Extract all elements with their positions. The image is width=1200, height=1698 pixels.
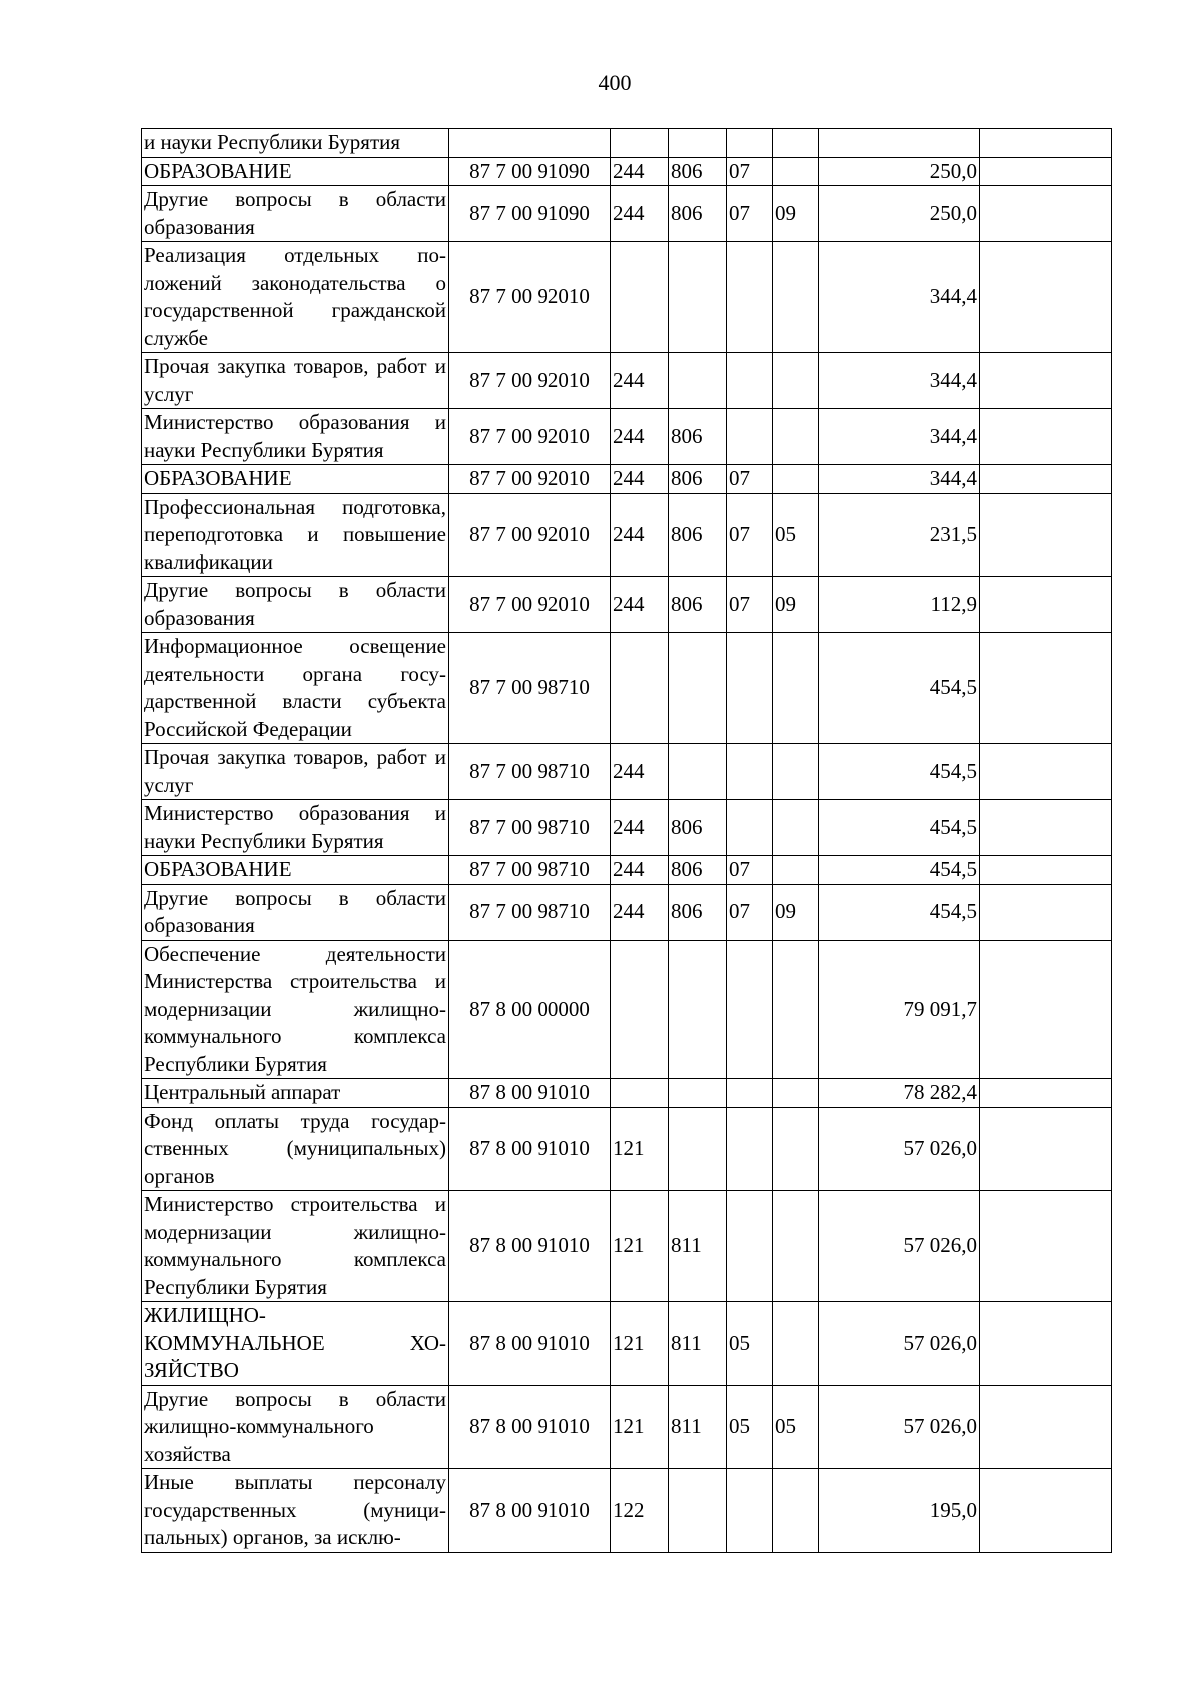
table-row bbox=[142, 856, 1112, 885]
row-empty-cell bbox=[980, 242, 1112, 353]
row-amount: 454,5 bbox=[819, 884, 980, 940]
row-ministry-code bbox=[669, 129, 727, 158]
row-name: ЖИЛИЩНО-КОММУНАЛЬНОЕ ХОЗЯЙСТВО bbox=[142, 1302, 449, 1386]
row-target-article: 87 7 00 91090 bbox=[449, 157, 611, 186]
row-target-article: 87 7 00 98710 bbox=[449, 800, 611, 856]
table-row bbox=[142, 1079, 1112, 1108]
row-expense-type: 244 bbox=[611, 186, 669, 242]
row-ministry-code: 806 bbox=[669, 856, 727, 885]
row-expense-type: 121 bbox=[611, 1385, 669, 1469]
row-empty-cell bbox=[980, 744, 1112, 800]
row-expense-type: 244 bbox=[611, 577, 669, 633]
row-subsection bbox=[773, 856, 819, 885]
row-ministry-code bbox=[669, 353, 727, 409]
row-name: Другие вопросы в области жилищно-коммунального хозяйства bbox=[142, 1385, 449, 1469]
row-empty-cell bbox=[980, 353, 1112, 409]
row-amount: 79 091,7 bbox=[819, 940, 980, 1079]
row-amount: 78 282,4 bbox=[819, 1079, 980, 1108]
row-amount: 344,4 bbox=[819, 242, 980, 353]
table-row bbox=[142, 493, 1112, 577]
table-row bbox=[142, 353, 1112, 409]
row-ministry-code: 806 bbox=[669, 409, 727, 465]
row-subsection bbox=[773, 242, 819, 353]
row-ministry-code: 811 bbox=[669, 1385, 727, 1469]
row-ministry-code: 806 bbox=[669, 186, 727, 242]
row-subsection bbox=[773, 129, 819, 158]
row-target-article: 87 7 00 98710 bbox=[449, 633, 611, 744]
row-section: 07 bbox=[727, 157, 773, 186]
row-expense-type: 121 bbox=[611, 1302, 669, 1386]
row-amount bbox=[819, 129, 980, 158]
table-row bbox=[142, 1385, 1112, 1469]
row-expense-type bbox=[611, 633, 669, 744]
row-expense-type: 244 bbox=[611, 744, 669, 800]
row-ministry-code bbox=[669, 242, 727, 353]
row-name: Другие вопросы в области образования bbox=[142, 186, 449, 242]
budget-table bbox=[141, 128, 1112, 1553]
row-empty-cell bbox=[980, 633, 1112, 744]
row-name: Министерство образования и науки Республики Бурятия bbox=[142, 409, 449, 465]
row-amount: 344,4 bbox=[819, 465, 980, 494]
row-empty-cell bbox=[980, 129, 1112, 158]
row-expense-type bbox=[611, 940, 669, 1079]
row-ministry-code: 811 bbox=[669, 1302, 727, 1386]
table-row bbox=[142, 157, 1112, 186]
row-target-article: 87 7 00 91090 bbox=[449, 186, 611, 242]
row-expense-type: 244 bbox=[611, 800, 669, 856]
row-section bbox=[727, 1469, 773, 1553]
row-subsection: 09 bbox=[773, 884, 819, 940]
row-empty-cell bbox=[980, 856, 1112, 885]
row-empty-cell bbox=[980, 940, 1112, 1079]
table-row bbox=[142, 940, 1112, 1079]
row-subsection bbox=[773, 800, 819, 856]
row-expense-type: 244 bbox=[611, 353, 669, 409]
row-section: 07 bbox=[727, 465, 773, 494]
row-ministry-code: 806 bbox=[669, 884, 727, 940]
row-expense-type: 122 bbox=[611, 1469, 669, 1553]
row-name: ОБРАЗОВАНИЕ bbox=[142, 157, 449, 186]
row-empty-cell bbox=[980, 186, 1112, 242]
row-expense-type bbox=[611, 129, 669, 158]
row-subsection bbox=[773, 409, 819, 465]
row-target-article bbox=[449, 129, 611, 158]
row-target-article: 87 7 00 98710 bbox=[449, 856, 611, 885]
row-name: Профессиональная подготовка, переподготовка и повышение квалификации bbox=[142, 493, 449, 577]
row-amount: 57 026,0 bbox=[819, 1302, 980, 1386]
row-empty-cell bbox=[980, 800, 1112, 856]
table-row bbox=[142, 1191, 1112, 1302]
row-ministry-code: 806 bbox=[669, 493, 727, 577]
table-row bbox=[142, 633, 1112, 744]
row-name: Прочая закупка товаров, работ и услуг bbox=[142, 353, 449, 409]
row-name: и науки Республики Бурятия bbox=[142, 129, 449, 158]
table-row bbox=[142, 1469, 1112, 1553]
row-target-article: 87 8 00 91010 bbox=[449, 1079, 611, 1108]
table-row bbox=[142, 242, 1112, 353]
row-amount: 250,0 bbox=[819, 157, 980, 186]
row-name: ОБРАЗОВАНИЕ bbox=[142, 465, 449, 494]
row-target-article: 87 7 00 92010 bbox=[449, 493, 611, 577]
row-ministry-code: 806 bbox=[669, 577, 727, 633]
row-empty-cell bbox=[980, 493, 1112, 577]
row-ministry-code bbox=[669, 633, 727, 744]
table-row bbox=[142, 744, 1112, 800]
row-amount: 454,5 bbox=[819, 633, 980, 744]
row-amount: 57 026,0 bbox=[819, 1385, 980, 1469]
row-section bbox=[727, 353, 773, 409]
row-amount: 454,5 bbox=[819, 856, 980, 885]
table-row bbox=[142, 129, 1112, 158]
row-amount: 454,5 bbox=[819, 744, 980, 800]
row-subsection bbox=[773, 353, 819, 409]
row-name: Информационное освещение деятельности органа государственной власти субъекта Российской Федерации bbox=[142, 633, 449, 744]
row-target-article: 87 7 00 92010 bbox=[449, 577, 611, 633]
row-section bbox=[727, 1079, 773, 1108]
row-target-article: 87 8 00 91010 bbox=[449, 1302, 611, 1386]
row-section: 05 bbox=[727, 1385, 773, 1469]
row-subsection bbox=[773, 1079, 819, 1108]
row-subsection bbox=[773, 1469, 819, 1553]
row-section: 07 bbox=[727, 856, 773, 885]
row-target-article: 87 8 00 91010 bbox=[449, 1107, 611, 1191]
row-ministry-code: 806 bbox=[669, 800, 727, 856]
row-section bbox=[727, 409, 773, 465]
row-ministry-code: 811 bbox=[669, 1191, 727, 1302]
row-subsection bbox=[773, 1107, 819, 1191]
row-name: Другие вопросы в области образования bbox=[142, 577, 449, 633]
row-empty-cell bbox=[980, 409, 1112, 465]
row-subsection: 09 bbox=[773, 186, 819, 242]
row-name: Фонд оплаты труда государственных (муниципальных) органов bbox=[142, 1107, 449, 1191]
row-name: Иные выплаты персоналу государственных (муниципальных) органов, за исклю- bbox=[142, 1469, 449, 1553]
row-subsection bbox=[773, 940, 819, 1079]
row-name: ОБРАЗОВАНИЕ bbox=[142, 856, 449, 885]
row-target-article: 87 8 00 00000 bbox=[449, 940, 611, 1079]
row-expense-type bbox=[611, 242, 669, 353]
row-subsection bbox=[773, 1302, 819, 1386]
row-subsection bbox=[773, 633, 819, 744]
table-row bbox=[142, 884, 1112, 940]
row-empty-cell bbox=[980, 1302, 1112, 1386]
row-section bbox=[727, 800, 773, 856]
row-expense-type: 121 bbox=[611, 1107, 669, 1191]
table-row bbox=[142, 409, 1112, 465]
row-expense-type: 121 bbox=[611, 1191, 669, 1302]
row-ministry-code: 806 bbox=[669, 157, 727, 186]
row-target-article: 87 7 00 92010 bbox=[449, 242, 611, 353]
table-row bbox=[142, 800, 1112, 856]
row-amount: 57 026,0 bbox=[819, 1191, 980, 1302]
row-target-article: 87 8 00 91010 bbox=[449, 1469, 611, 1553]
row-amount: 57 026,0 bbox=[819, 1107, 980, 1191]
row-target-article: 87 7 00 98710 bbox=[449, 884, 611, 940]
row-section: 07 bbox=[727, 493, 773, 577]
row-empty-cell bbox=[980, 1079, 1112, 1108]
row-name: Обеспечение деятельности Министерства строительства и модернизации жилищно-коммунального комплекса Республики Бурятия bbox=[142, 940, 449, 1079]
row-subsection bbox=[773, 157, 819, 186]
row-section bbox=[727, 1191, 773, 1302]
table-row bbox=[142, 465, 1112, 494]
row-section: 07 bbox=[727, 577, 773, 633]
row-name: Центральный аппарат bbox=[142, 1079, 449, 1108]
row-empty-cell bbox=[980, 1191, 1112, 1302]
row-ministry-code bbox=[669, 940, 727, 1079]
row-subsection bbox=[773, 744, 819, 800]
row-section bbox=[727, 1107, 773, 1191]
table-row bbox=[142, 1107, 1112, 1191]
row-amount: 195,0 bbox=[819, 1469, 980, 1553]
row-target-article: 87 7 00 92010 bbox=[449, 409, 611, 465]
row-expense-type: 244 bbox=[611, 856, 669, 885]
row-target-article: 87 7 00 92010 bbox=[449, 353, 611, 409]
row-section bbox=[727, 940, 773, 1079]
row-expense-type: 244 bbox=[611, 157, 669, 186]
row-ministry-code bbox=[669, 1107, 727, 1191]
row-section: 05 bbox=[727, 1302, 773, 1386]
row-section bbox=[727, 242, 773, 353]
row-target-article: 87 8 00 91010 bbox=[449, 1191, 611, 1302]
row-name: Министерство образования и науки Республики Бурятия bbox=[142, 800, 449, 856]
row-subsection: 05 bbox=[773, 493, 819, 577]
table-body bbox=[142, 129, 1112, 1553]
row-expense-type: 244 bbox=[611, 465, 669, 494]
table-row bbox=[142, 577, 1112, 633]
row-empty-cell bbox=[980, 1107, 1112, 1191]
row-amount: 250,0 bbox=[819, 186, 980, 242]
row-expense-type bbox=[611, 1079, 669, 1108]
row-section bbox=[727, 633, 773, 744]
row-ministry-code bbox=[669, 1469, 727, 1553]
row-empty-cell bbox=[980, 1469, 1112, 1553]
row-section bbox=[727, 129, 773, 158]
table-row bbox=[142, 1302, 1112, 1386]
row-target-article: 87 8 00 91010 bbox=[449, 1385, 611, 1469]
row-empty-cell bbox=[980, 577, 1112, 633]
page-number: 400 bbox=[598, 70, 632, 95]
row-expense-type: 244 bbox=[611, 884, 669, 940]
row-name: Прочая закупка товаров, работ и услуг bbox=[142, 744, 449, 800]
row-amount: 344,4 bbox=[819, 409, 980, 465]
row-subsection: 05 bbox=[773, 1385, 819, 1469]
row-target-article: 87 7 00 92010 bbox=[449, 465, 611, 494]
row-empty-cell bbox=[980, 157, 1112, 186]
table-row bbox=[142, 186, 1112, 242]
row-target-article: 87 7 00 98710 bbox=[449, 744, 611, 800]
row-expense-type: 244 bbox=[611, 409, 669, 465]
row-empty-cell bbox=[980, 465, 1112, 494]
row-section bbox=[727, 744, 773, 800]
row-expense-type: 244 bbox=[611, 493, 669, 577]
row-section: 07 bbox=[727, 186, 773, 242]
row-amount: 344,4 bbox=[819, 353, 980, 409]
row-empty-cell bbox=[980, 884, 1112, 940]
row-amount: 454,5 bbox=[819, 800, 980, 856]
row-subsection: 09 bbox=[773, 577, 819, 633]
row-subsection bbox=[773, 1191, 819, 1302]
row-empty-cell bbox=[980, 1385, 1112, 1469]
row-subsection bbox=[773, 465, 819, 494]
row-name: Реализация отдельных положений законодательства о государственной гражданской службе bbox=[142, 242, 449, 353]
row-amount: 231,5 bbox=[819, 493, 980, 577]
row-ministry-code: 806 bbox=[669, 465, 727, 494]
row-name: Другие вопросы в области образования bbox=[142, 884, 449, 940]
row-ministry-code bbox=[669, 744, 727, 800]
row-name: Министерство строительства и модернизации жилищно-коммунального комплекса Республики Бурятия bbox=[142, 1191, 449, 1302]
row-section: 07 bbox=[727, 884, 773, 940]
row-amount: 112,9 bbox=[819, 577, 980, 633]
row-ministry-code bbox=[669, 1079, 727, 1108]
